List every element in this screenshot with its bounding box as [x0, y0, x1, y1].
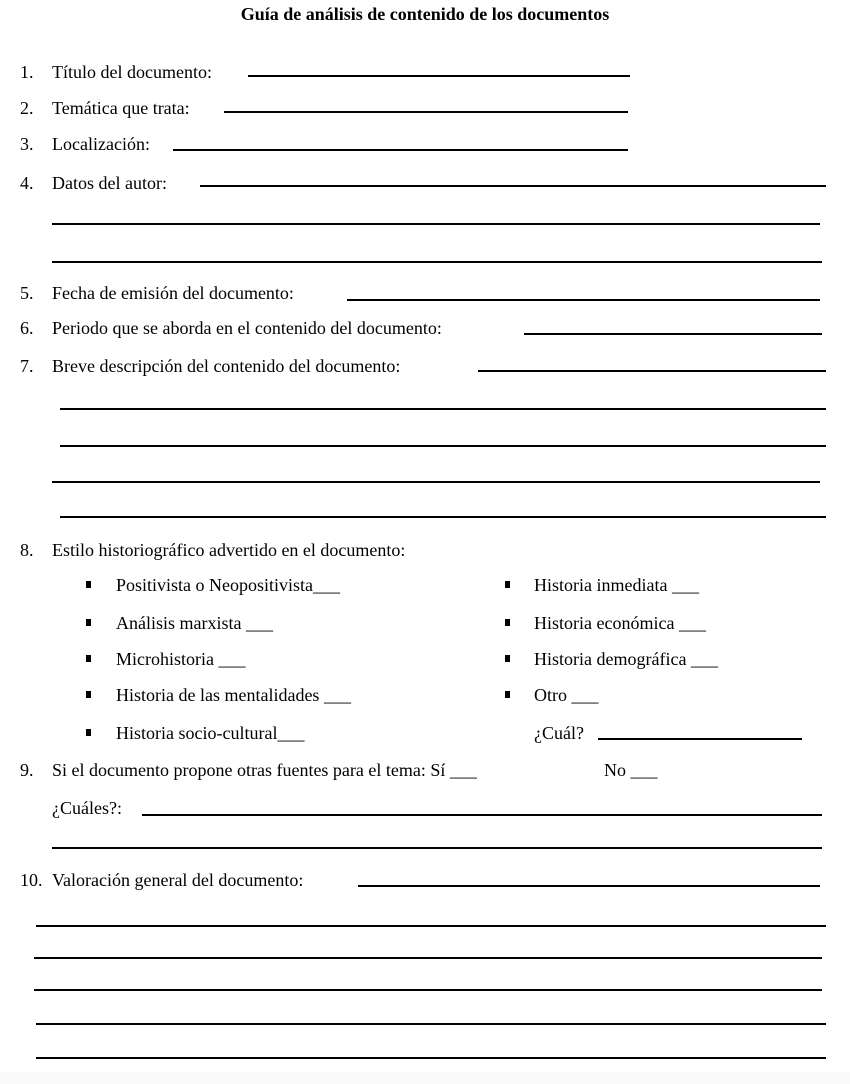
item-10-number: 10.: [20, 870, 43, 890]
item-6-number: 6.: [20, 318, 34, 338]
assessment-answer-line-2[interactable]: [36, 925, 826, 927]
item-8-label: Estilo historiográfico advertido en el documento:: [52, 540, 406, 560]
assessment-answer-line-6[interactable]: [36, 1057, 826, 1059]
item-5-number: 5.: [20, 283, 34, 303]
author-answer-line-2[interactable]: [52, 223, 820, 225]
item-2-label: Temática que trata:: [52, 98, 190, 118]
assessment-answer-line-1[interactable]: [358, 885, 820, 887]
item-4-number: 4.: [20, 173, 34, 193]
assessment-answer-line-5[interactable]: [36, 1023, 826, 1025]
bullet-icon: [86, 729, 91, 736]
topic-answer-line[interactable]: [224, 111, 628, 113]
item-9-number: 9.: [20, 760, 34, 780]
style-option-inmediata[interactable]: Historia inmediata ___: [534, 575, 699, 595]
bullet-icon: [505, 691, 510, 698]
description-answer-line-5[interactable]: [60, 516, 826, 518]
author-answer-line-3[interactable]: [52, 261, 822, 263]
item-9-label[interactable]: Si el documento propone otras fuentes para el tema: Sí ___: [52, 760, 477, 780]
title-answer-line[interactable]: [248, 75, 630, 77]
page-title: Guía de análisis de contenido de los documentos: [240, 4, 610, 24]
description-answer-line-1[interactable]: [478, 370, 826, 372]
item-1-label: Título del documento:: [52, 62, 212, 82]
bullet-icon: [86, 655, 91, 662]
item-2-number: 2.: [20, 98, 34, 118]
assessment-answer-line-3[interactable]: [34, 957, 822, 959]
bullet-icon: [505, 619, 510, 626]
assessment-answer-line-4[interactable]: [34, 989, 822, 991]
bullet-icon: [86, 581, 91, 588]
item-10-label: Valoración general del documento:: [52, 870, 304, 890]
style-option-demografica[interactable]: Historia demográfica ___: [534, 649, 718, 669]
description-answer-line-4[interactable]: [52, 481, 820, 483]
style-option-socio-cultural[interactable]: Historia socio-cultural___: [116, 723, 305, 743]
style-option-positivista[interactable]: Positivista o Neopositivista___: [116, 575, 341, 595]
sources-answer-line-1[interactable]: [142, 814, 822, 816]
item-7-number: 7.: [20, 356, 34, 376]
style-option-marxista[interactable]: Análisis marxista ___: [116, 613, 273, 633]
bullet-icon: [505, 581, 510, 588]
description-answer-line-3[interactable]: [60, 445, 826, 447]
style-option-microhistoria[interactable]: Microhistoria ___: [116, 649, 246, 669]
which-other-answer-line[interactable]: [598, 738, 802, 740]
item-1-number: 1.: [20, 62, 34, 82]
item-7-label: Breve descripción del contenido del documento:: [52, 356, 401, 376]
no-option[interactable]: No ___: [604, 760, 658, 780]
item-3-label: Localización:: [52, 134, 150, 154]
which-other-label: ¿Cuál?: [534, 723, 584, 743]
style-option-economica[interactable]: Historia económica ___: [534, 613, 706, 633]
description-answer-line-2[interactable]: [60, 408, 826, 410]
which-sources-label: ¿Cuáles?:: [52, 798, 122, 818]
date-answer-line[interactable]: [347, 299, 820, 301]
item-6-label: Periodo que se aborda en el contenido del documento:: [52, 318, 442, 338]
location-answer-line[interactable]: [173, 149, 628, 151]
style-option-otro[interactable]: Otro ___: [534, 685, 599, 705]
sources-answer-line-2[interactable]: [52, 847, 822, 849]
page-bottom-edge: [0, 1072, 850, 1084]
item-4-label: Datos del autor:: [52, 173, 167, 193]
period-answer-line[interactable]: [524, 333, 822, 335]
item-8-number: 8.: [20, 540, 34, 560]
bullet-icon: [86, 619, 91, 626]
author-answer-line-1[interactable]: [200, 185, 826, 187]
bullet-icon: [86, 691, 91, 698]
bullet-icon: [505, 655, 510, 662]
item-5-label: Fecha de emisión del documento:: [52, 283, 294, 303]
item-3-number: 3.: [20, 134, 34, 154]
style-option-mentalidades[interactable]: Historia de las mentalidades ___: [116, 685, 351, 705]
